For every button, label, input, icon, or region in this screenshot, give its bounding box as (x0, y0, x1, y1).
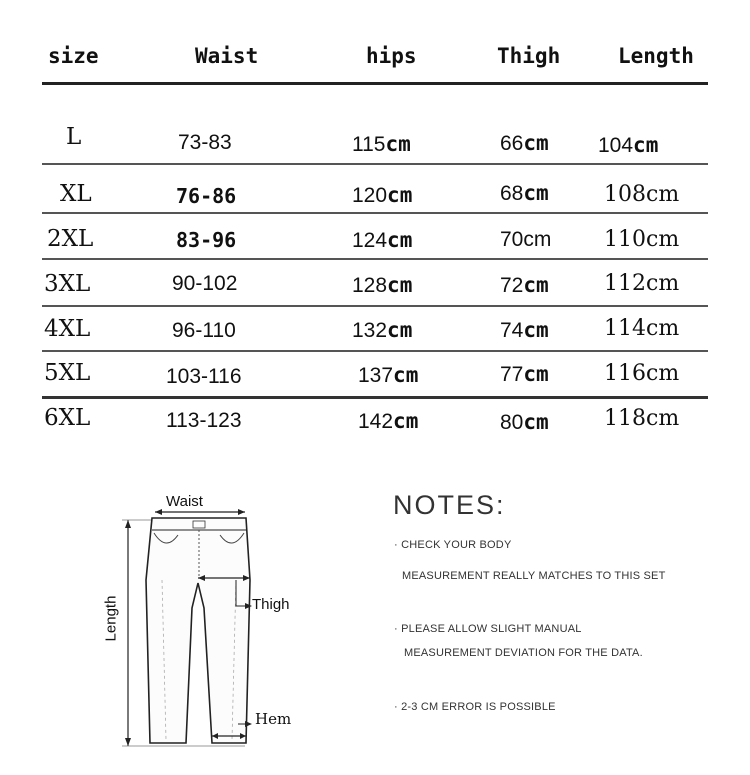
header-waist: Waist (195, 44, 259, 68)
unit-label: cm (523, 131, 549, 155)
length-cell: 110cm (604, 227, 680, 252)
row-divider (42, 305, 708, 307)
waist-cell: 103-116 (166, 365, 242, 388)
thigh-cell: 66cm (500, 131, 549, 155)
length-cell: 108cm (604, 182, 680, 207)
thigh-cell: 68cm (500, 181, 549, 205)
unit-label: cm (523, 181, 549, 205)
hem-label: Hem (255, 710, 292, 728)
size-cell: L (66, 124, 82, 150)
jeans-illustration-icon (100, 488, 360, 763)
waist-cell: 73-83 (178, 131, 232, 154)
hips-cell: 128cm (352, 273, 413, 297)
row-divider (42, 396, 708, 399)
thigh-cell: 72cm (500, 273, 549, 297)
waist-cell: 83-96 (176, 228, 237, 252)
unit-label: cm (387, 318, 413, 342)
unit-label: cm (523, 318, 549, 342)
waist-cell: 76-86 (176, 184, 237, 208)
unit-label: cm (387, 228, 413, 252)
length-cell: 104cm (598, 133, 659, 157)
length-label: Length (102, 595, 120, 642)
note-line: · PLEASE ALLOW SLIGHT MANUAL (394, 623, 582, 635)
size-cell: 5XL (44, 360, 91, 386)
thigh-cell: 80cm (500, 410, 549, 434)
waist-label: Waist (166, 493, 203, 510)
note-line: MEASUREMENT REALLY MATCHES TO THIS SET (402, 570, 666, 582)
length-cell: 118cm (604, 406, 680, 431)
jeans-measurement-diagram (100, 488, 360, 763)
note-line: · CHECK YOUR BODY (394, 539, 512, 551)
header-hips: hips (366, 44, 417, 68)
waist-cell: 113-123 (166, 409, 242, 432)
unit-label: cm (633, 133, 659, 157)
hips-cell: 115cm (352, 132, 411, 156)
unit-label: cm (393, 363, 419, 387)
note-line: · 2-3 CM ERROR IS POSSIBLE (394, 701, 556, 713)
length-cell: 116cm (604, 361, 680, 386)
thigh-label: Thigh (252, 596, 290, 613)
hips-cell: 132cm (352, 318, 413, 342)
size-cell: 4XL (44, 316, 91, 342)
row-divider (42, 258, 708, 260)
hips-cell: 124cm (352, 228, 413, 252)
unit-label: cm (523, 410, 549, 434)
waist-cell: 90-102 (172, 272, 238, 295)
header-length: Length (618, 44, 694, 68)
unit-label: cm (387, 183, 413, 207)
unit-label: cm (523, 273, 549, 297)
thigh-cell: 70cm (500, 228, 552, 251)
header-size: size (48, 44, 99, 68)
unit-label: cm (523, 362, 549, 386)
size-cell: 6XL (44, 405, 91, 431)
thigh-cell: 77cm (500, 362, 549, 386)
header-thigh: Thigh (497, 44, 561, 68)
notes-title: NOTES: (393, 490, 506, 520)
hips-cell: 137cm (358, 363, 419, 387)
hips-cell: 142cm (358, 409, 419, 433)
row-divider (42, 212, 708, 214)
unit-label: cm (387, 273, 413, 297)
length-cell: 112cm (604, 271, 680, 296)
row-divider (42, 350, 708, 352)
hips-cell: 120cm (352, 183, 413, 207)
unit-label: cm (393, 409, 419, 433)
note-line: MEASUREMENT DEVIATION FOR THE DATA. (404, 647, 643, 659)
row-divider (42, 163, 708, 165)
waist-cell: 96-110 (172, 319, 236, 342)
unit-label: cm (385, 132, 411, 156)
size-cell: 3XL (44, 271, 91, 297)
thigh-cell: 74cm (500, 318, 549, 342)
length-cell: 114cm (604, 316, 680, 341)
header-rule (42, 82, 708, 85)
size-cell: 2XL (47, 226, 94, 252)
size-cell: XL (60, 181, 92, 207)
